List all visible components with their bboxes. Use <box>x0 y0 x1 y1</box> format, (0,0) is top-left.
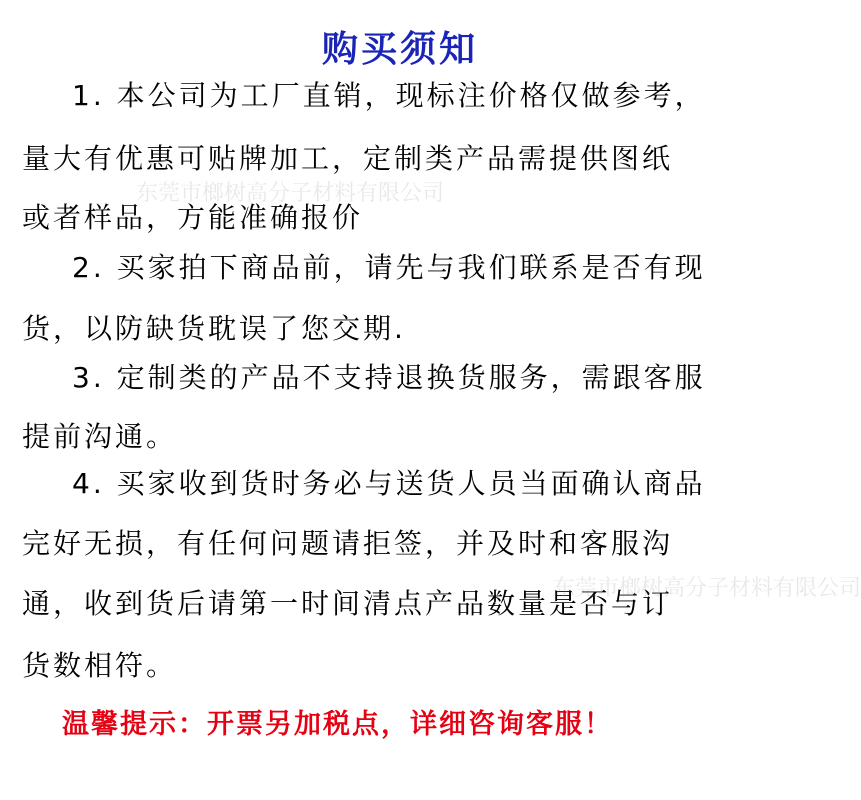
notice-line-1: 1. 本公司为工厂直销，现标注价格仅做参考， <box>72 79 706 112</box>
notice-line-2: 量大有优惠可贴牌加工，定制类产品需提供图纸 <box>22 142 674 175</box>
notice-line-11: 货数相符。 <box>22 649 178 682</box>
notice-line-9: 完好无损，有任何问题请拒签，并及时和客服沟 <box>22 527 674 560</box>
notice-line-7: 提前沟通。 <box>22 420 178 453</box>
notice-line-8: 4. 买家收到货时务必与送货人员当面确认商品 <box>72 467 706 500</box>
notice-line-6: 3. 定制类的产品不支持退换货服务，需跟客服 <box>72 361 706 394</box>
notice-line-10: 通，收到货后请第一时间清点产品数量是否与订 <box>22 587 674 620</box>
page-title: 购买须知 <box>321 28 478 70</box>
notice-line-3: 或者样品，方能准确报价 <box>22 201 364 234</box>
notice-line-5: 货，以防缺货耽误了您交期. <box>22 312 406 345</box>
notice-line-4: 2. 买家拍下商品前，请先与我们联系是否有现 <box>72 251 706 284</box>
warm-tip: 温馨提示：开票另加税点，详细咨询客服！ <box>62 709 613 740</box>
watermark-text: 东莞市榔树高分子材料有限公司 <box>553 576 861 601</box>
watermark-text: 东莞市榔树高分子材料有限公司 <box>136 181 445 206</box>
